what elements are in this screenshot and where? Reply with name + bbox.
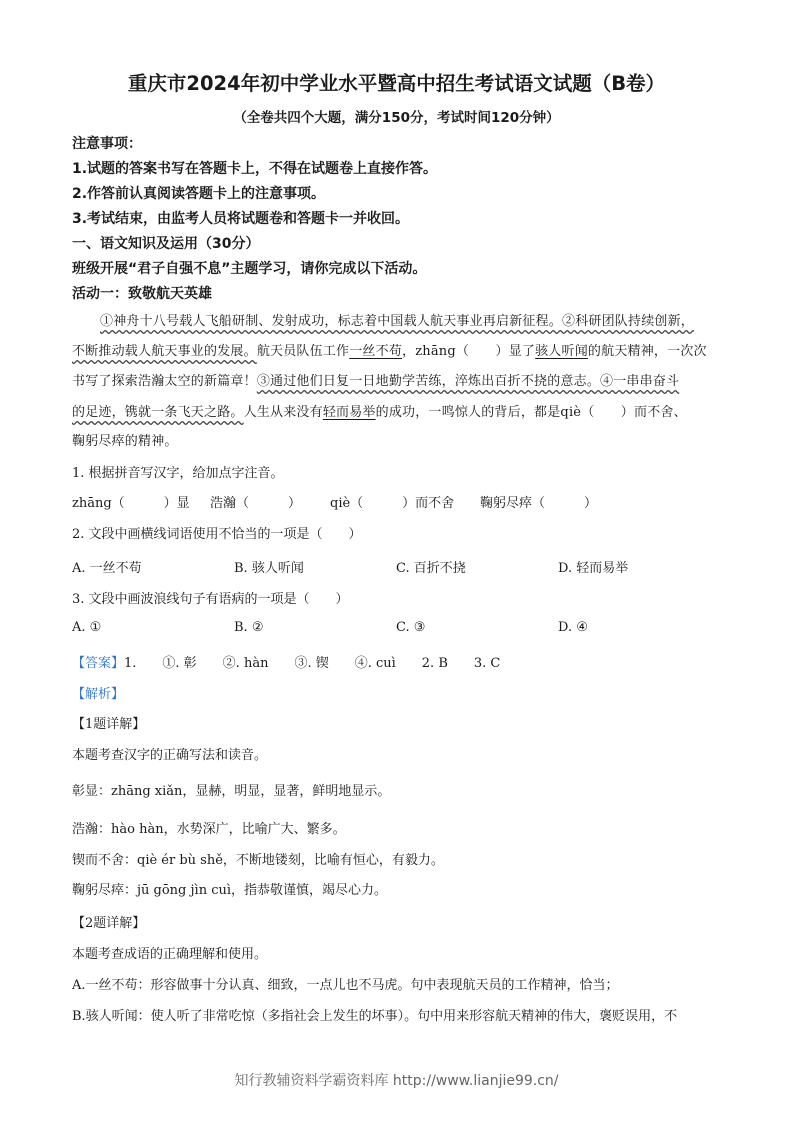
underlined-word-2: 骇人听闻 bbox=[535, 344, 588, 359]
detail-1-line-2: 彰显：zhāng xiǎn，显赫，明显，显著，鲜明地显示。 bbox=[72, 784, 391, 799]
question-1-item-3: qiè（ ）而不舍 bbox=[330, 496, 455, 511]
detail-2-line-3: B.骇人听闻：使人听了非常吃惊（多指社会上发生的坏事）。句中用来形容航天精神的伟大，褒贬误用，不 bbox=[72, 1009, 678, 1024]
question-3-option-a: A. ① bbox=[72, 620, 102, 635]
question-2-option-d: D. 轻而易举 bbox=[558, 561, 629, 576]
passage-line-3 bbox=[72, 370, 679, 389]
answer-text: 1. ①. 彰 ②. hàn ③. 锲 ④. cuì 2. B 3. C bbox=[124, 656, 501, 671]
question-3-option-d: D. ④ bbox=[558, 620, 588, 635]
detail-1-heading: 【1题详解】 bbox=[72, 717, 146, 732]
question-2-option-c: C. 百折不挠 bbox=[396, 561, 466, 576]
page-title: 重庆市2024年初中学业水平暨高中招生考试语文试题（B卷） bbox=[127, 72, 666, 95]
question-1-item-1: zhāng（ ）显 bbox=[72, 496, 190, 511]
wavy-sentence-2-end: 不断推动载人航天事业的发展。 bbox=[72, 344, 257, 359]
notice-item-3: 3.考试结束，由监考人员将试题卷和答题卡一并收回。 bbox=[72, 211, 410, 227]
passage-line-4 bbox=[72, 401, 687, 420]
underlined-word-1: 一丝不苟 bbox=[349, 344, 403, 359]
answer-line bbox=[72, 652, 500, 671]
answer-tag: 【答案】 bbox=[72, 656, 125, 671]
passage-line-5: 鞠躬尽瘁的精神。 bbox=[72, 434, 178, 449]
passage-line-1 bbox=[100, 310, 694, 329]
intro-text: 班级开展“君子自强不息”主题学习，请你完成以下活动。 bbox=[72, 261, 427, 277]
underlined-word-4: 轻而易举 bbox=[322, 405, 376, 420]
activity-heading: 活动一：致敬航天英雄 bbox=[72, 286, 212, 302]
question-3-option-b: B. ② bbox=[234, 620, 264, 635]
question-2-option-a: A. 一丝不苟 bbox=[72, 561, 142, 576]
passage-text: 的成功，一鸣惊人的背后，都是qiè（ ）而不舍、 bbox=[375, 405, 687, 420]
wavy-sentence-4-end: 的足迹，镌就一条飞天之路。 bbox=[72, 405, 244, 420]
question-3-option-c: C. ③ bbox=[396, 620, 426, 635]
passage-text: 的航天精神，一次次 bbox=[587, 344, 707, 359]
question-1-item-2: 浩瀚（ ） bbox=[210, 496, 302, 511]
section-heading: 一、语文知识及运用（30分） bbox=[72, 236, 260, 252]
question-1-item-4: 鞠躬尽瘁（ ） bbox=[480, 496, 598, 511]
wavy-sentences-3-4: ③通过他们日复一日地勤学苦练，淬炼出百折不挠的意志。④一串串奋斗 bbox=[256, 374, 680, 389]
detail-1-line-5: 鞠躬尽瘁：jū gōng jìn cuì，指恭敬谨慎，竭尽心力。 bbox=[72, 883, 388, 898]
question-2-option-b: B. 骇人听闻 bbox=[234, 561, 304, 576]
question-3-stem: 3. 文段中画波浪线句子有语病的一项是（ ） bbox=[72, 592, 349, 607]
wavy-sentences-1-2: ①神舟十八号载人飞船研制、发射成功，标志着中国载人航天事业再启新征程。②科研团队持续创新， bbox=[100, 314, 695, 329]
detail-1-line-3: 浩瀚：hào hàn，水势深广，比喻广大、繁多。 bbox=[72, 822, 346, 837]
notice-item-2: 2.作答前认真阅读答题卡上的注意事项。 bbox=[72, 186, 326, 202]
detail-2-line-2: A.一丝不苟：形容做事十分认真、细致，一点儿也不马虎。句中表现航天员的工作精神，恰当； bbox=[72, 978, 619, 993]
notice-heading: 注意事项： bbox=[72, 136, 142, 152]
passage-text: 书写了探索浩瀚太空的新篇章！ bbox=[72, 374, 257, 389]
passage-text: 人生从来没有 bbox=[243, 405, 323, 420]
page-footer-watermark: 知行教辅资料学霸资料库 http://www.lianjie99.cn/ bbox=[234, 1073, 559, 1089]
question-2-stem: 2. 文段中画横线词语使用不恰当的一项是（ ） bbox=[72, 527, 362, 542]
question-1-stem: 1. 根据拼音写汉字，给加点字注音。 bbox=[72, 466, 284, 481]
detail-1-line-4: 锲而不舍：qiè ér bù shě，不断地镂刻，比喻有恒心，有毅力。 bbox=[72, 853, 444, 868]
passage-text: ，zhāng（ ）显了 bbox=[402, 344, 536, 359]
detail-1-line-1: 本题考查汉字的正确写法和读音。 bbox=[72, 748, 268, 763]
passage-text: 航天员队伍工作 bbox=[256, 344, 350, 359]
analysis-tag: 【解析】 bbox=[72, 687, 125, 702]
passage-line-2 bbox=[72, 340, 707, 359]
page-subtitle: （全卷共四个大题，满分150分，考试时间120分钟） bbox=[233, 110, 560, 126]
detail-2-heading: 【2题详解】 bbox=[72, 916, 146, 931]
notice-item-1: 1.试题的答案书写在答题卡上，不得在试题卷上直接作答。 bbox=[72, 161, 438, 177]
detail-2-line-1: 本题考查成语的正确理解和使用。 bbox=[72, 947, 268, 962]
